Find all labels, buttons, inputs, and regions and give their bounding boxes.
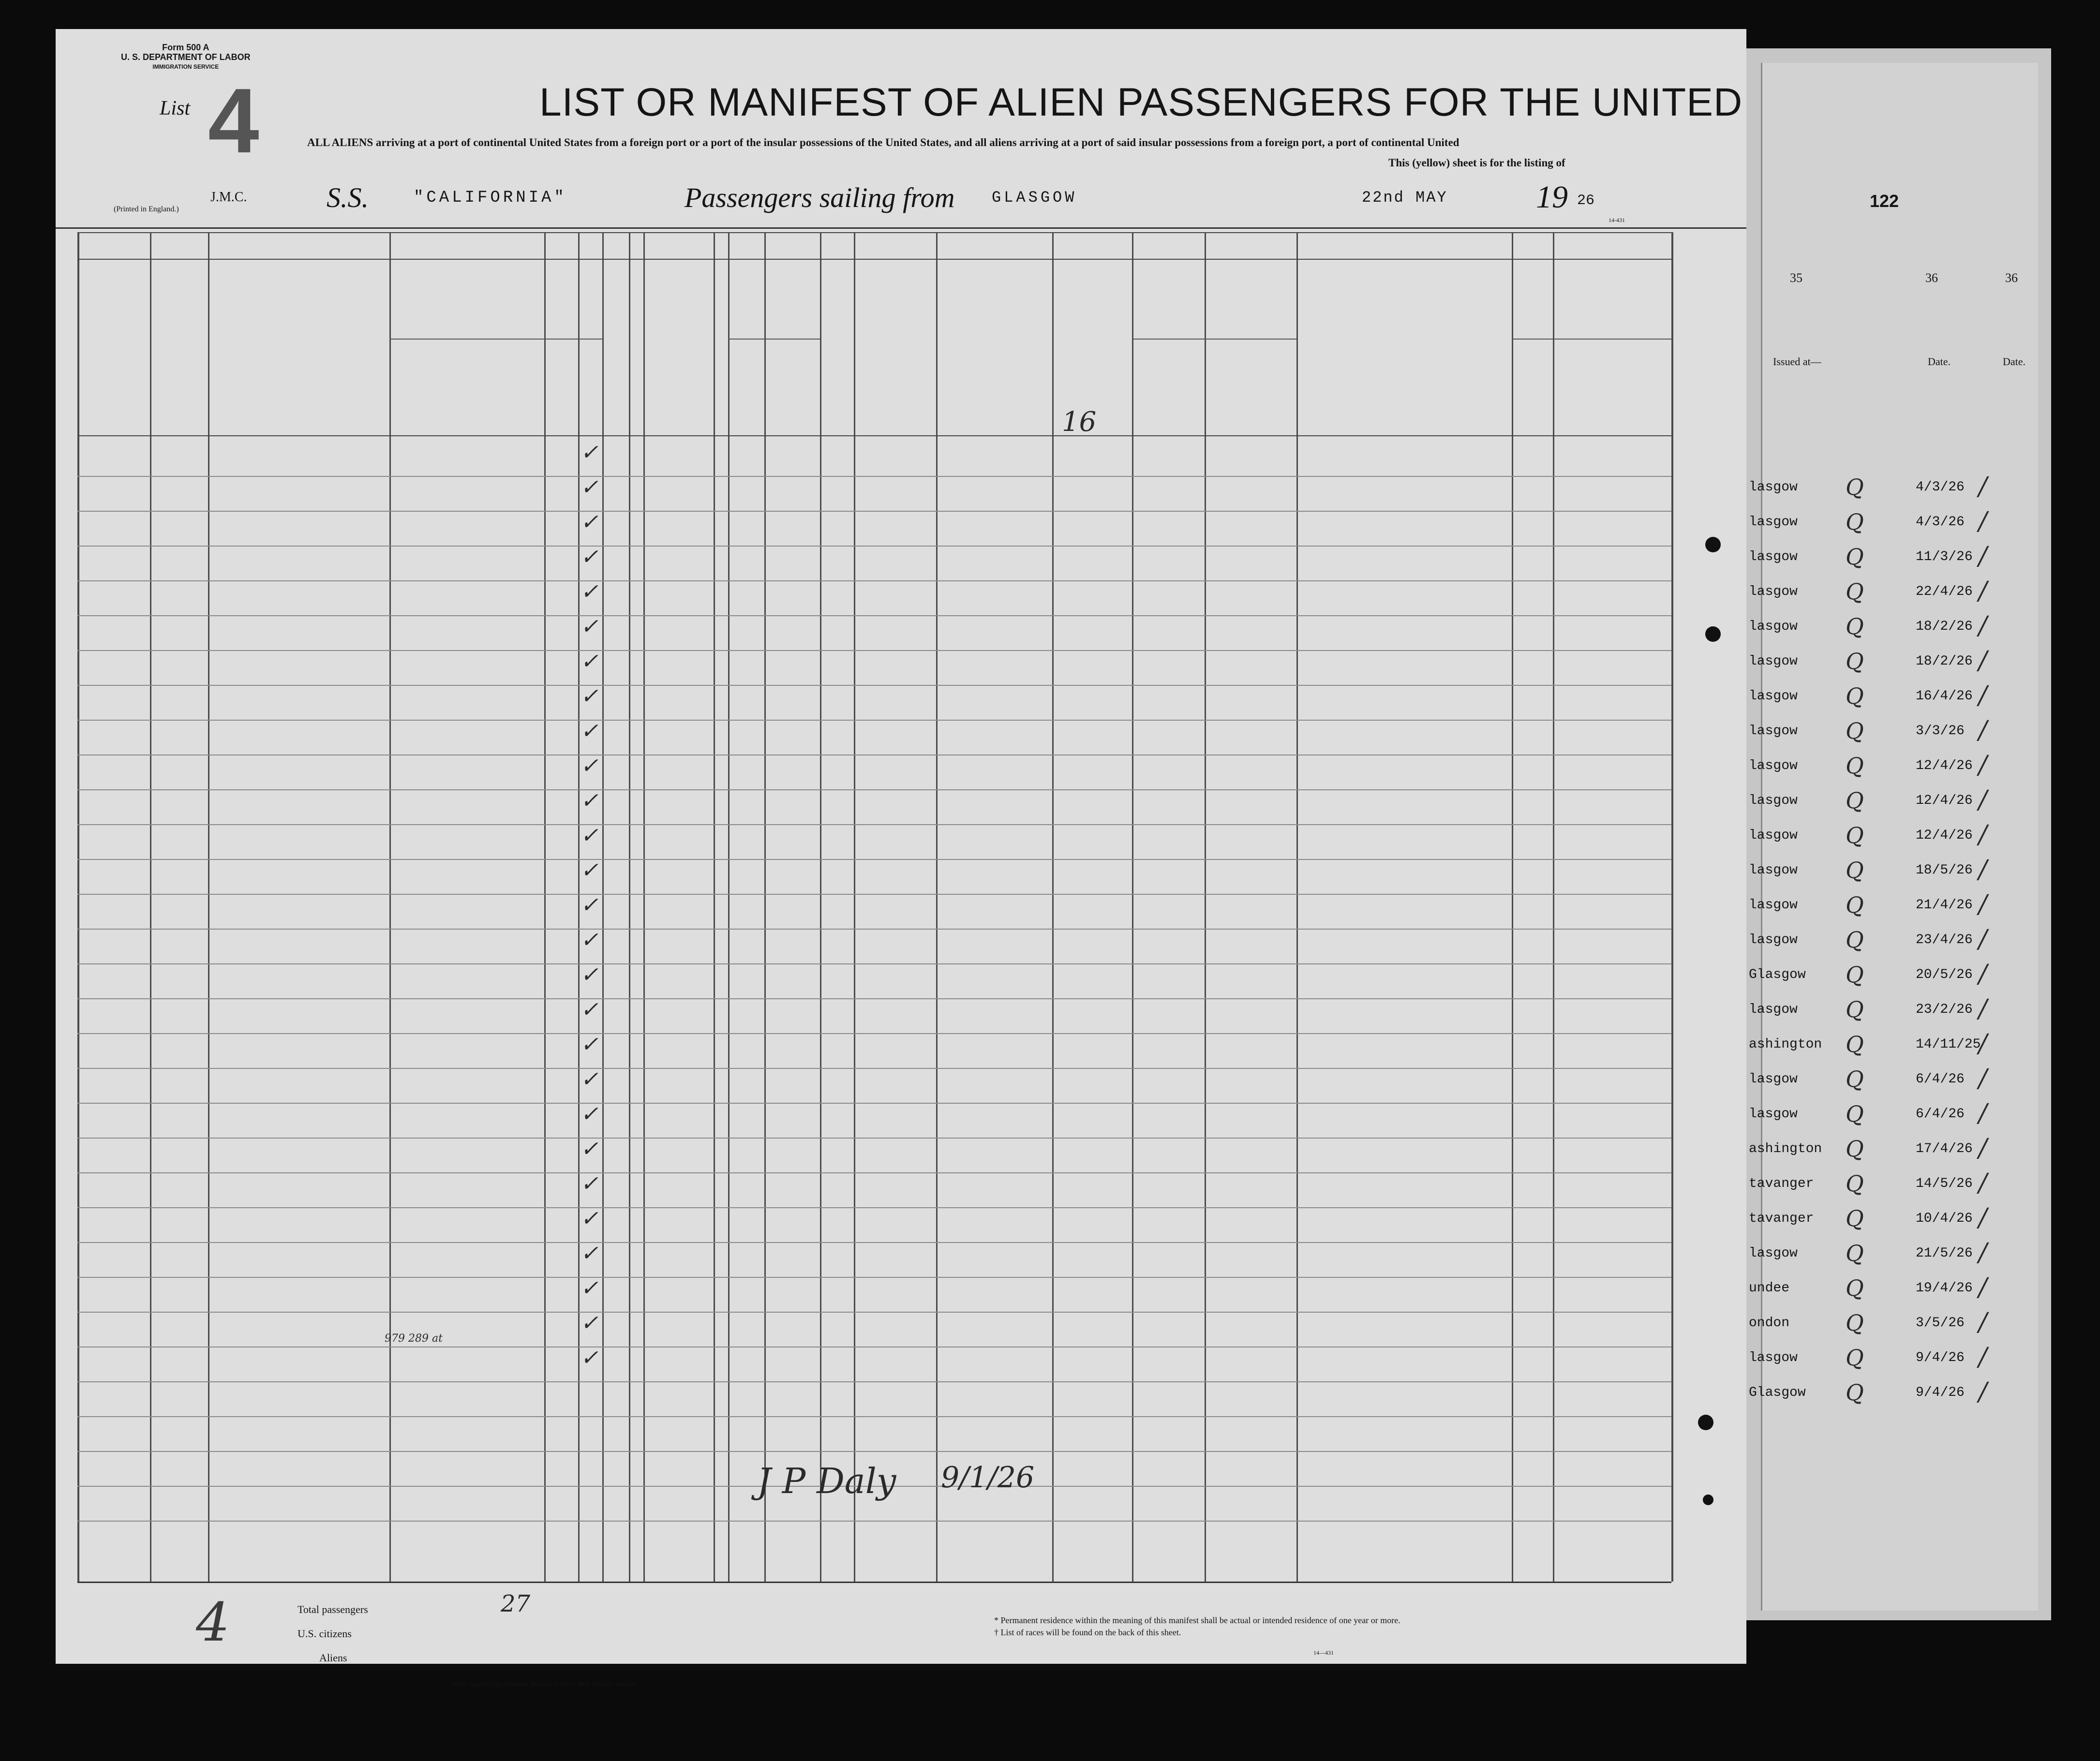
row-rule: [77, 963, 1671, 964]
handwritten-q-mark: Q: [1846, 927, 1864, 953]
handwritten-q-mark: Q: [1846, 996, 1864, 1022]
issued-date: 23/2/26: [1916, 1002, 1973, 1017]
issued-date: 17/4/26: [1916, 1141, 1973, 1156]
issued-at-place: lasgow: [1749, 689, 1798, 704]
row-rule: [77, 1138, 1671, 1139]
table-bottom-rule: [77, 1582, 1671, 1583]
check-mark-icon: ✓: [581, 475, 598, 500]
list-number: 4: [208, 70, 259, 172]
issued-date: 21/5/26: [1916, 1246, 1973, 1261]
handwritten-q-mark: Q: [1846, 1379, 1864, 1406]
slash-mark-icon: /: [1979, 507, 1987, 536]
check-mark-icon: ✓: [581, 858, 598, 883]
bottom-text: other organized government because of his or their official character.: [452, 1681, 639, 1688]
issued-at-place: Glasgow: [1749, 1385, 1806, 1400]
header-divider: [77, 435, 1671, 436]
issued-date: 4/3/26: [1916, 515, 1965, 530]
row-rule: [77, 1207, 1671, 1208]
column-divider: [1512, 232, 1513, 1582]
issued-at-place: undee: [1749, 1281, 1790, 1296]
ship-name: "CALIFORNIA": [414, 189, 567, 207]
issued-at-place: ondon: [1749, 1316, 1790, 1331]
issued-date: 18/2/26: [1916, 619, 1973, 634]
punch-hole: [1705, 626, 1721, 642]
form-info: [121, 43, 251, 72]
header-divider: [77, 259, 1671, 260]
slash-mark-icon: /: [1979, 820, 1987, 849]
slash-mark-icon: /: [1979, 925, 1987, 954]
column-divider: [714, 232, 715, 1582]
column-divider: [208, 232, 209, 1582]
form-code: 14-431: [1609, 217, 1625, 223]
row-rule: [77, 1068, 1671, 1069]
col-36-number: 36: [1925, 271, 1938, 285]
handwritten-q-mark: Q: [1846, 648, 1864, 674]
handwritten-q-mark: Q: [1846, 822, 1864, 848]
slash-mark-icon: /: [1979, 1273, 1987, 1302]
issued-date: 14/5/26: [1916, 1176, 1973, 1191]
printed-note: (Printed in England.): [114, 205, 179, 213]
slash-mark-icon: /: [1979, 751, 1987, 780]
issued-date: 12/4/26: [1916, 828, 1973, 843]
handwritten-q-mark: Q: [1846, 1101, 1864, 1127]
handwritten-q-mark: Q: [1846, 509, 1864, 535]
issued-at-place: lasgow: [1749, 758, 1798, 773]
handwritten-q-mark: Q: [1846, 613, 1864, 639]
subheader-divider: [1132, 339, 1296, 340]
check-mark-icon: ✓: [581, 1102, 598, 1126]
handwritten-date: 9/1/26: [941, 1461, 1035, 1495]
issued-date: 11/3/26: [1916, 549, 1973, 564]
year-suffix: 26: [1577, 192, 1595, 209]
handwritten-q-mark: Q: [1846, 1031, 1864, 1057]
port-name: GLASGOW: [992, 189, 1077, 207]
row-rule: [77, 1277, 1671, 1278]
header-rule: [56, 227, 1746, 229]
issued-date: 14/11/25: [1916, 1037, 1981, 1052]
ship-prefix: S.S.: [327, 182, 369, 213]
issued-at-place: tavanger: [1749, 1176, 1814, 1191]
total-passengers-value: 27: [501, 1590, 531, 1617]
slash-mark-icon: /: [1979, 1064, 1987, 1093]
manifest-subtitle-2: This (yellow) sheet is for the listing of: [1388, 157, 1565, 169]
total-passengers-label: Total passengers: [298, 1603, 368, 1615]
slash-mark-icon: /: [1979, 890, 1987, 919]
check-mark-icon: ✓: [581, 684, 598, 709]
issued-date: 4/3/26: [1916, 480, 1965, 495]
column-divider: [544, 232, 546, 1582]
issued-date: 6/4/26: [1916, 1107, 1965, 1122]
punch-hole: [1705, 537, 1721, 552]
issued-date: 19/4/26: [1916, 1281, 1973, 1296]
issued-at-place: lasgow: [1749, 1072, 1798, 1087]
header-divider: [77, 232, 1671, 233]
issued-at-place: ashington: [1749, 1037, 1822, 1052]
issued-date: 22/4/26: [1916, 584, 1973, 599]
slash-mark-icon: /: [1979, 716, 1987, 745]
issued-date: 12/4/26: [1916, 793, 1973, 808]
service: IMMIGRATION SERVICE: [152, 63, 219, 70]
handwritten-q-mark: Q: [1846, 1136, 1864, 1162]
check-mark-icon: ✓: [581, 962, 598, 987]
issued-at-place: lasgow: [1749, 1107, 1798, 1122]
issued-date: 20/5/26: [1916, 967, 1973, 982]
list-label: List: [160, 97, 191, 119]
row-rule: [77, 1521, 1671, 1522]
check-mark-icon: ✓: [581, 754, 598, 778]
check-mark-icon: ✓: [581, 1241, 598, 1266]
sailing-label: Passengers sailing from: [685, 182, 955, 213]
column-divider: [643, 232, 645, 1582]
column-divider: [854, 232, 855, 1582]
issued-at-place: tavanger: [1749, 1211, 1814, 1226]
row-rule: [77, 998, 1671, 999]
issued-at-place: lasgow: [1749, 1350, 1798, 1365]
date-header: Date.: [1928, 355, 1951, 368]
col-35-number: 35: [1790, 271, 1802, 285]
check-mark-icon: ✓: [581, 788, 598, 813]
handwritten-q-mark: Q: [1846, 683, 1864, 709]
col-36b-number: 36: [2005, 271, 2018, 285]
back-sheet-right: [1761, 63, 2038, 1611]
column-divider: [578, 232, 580, 1582]
check-mark-icon: ✓: [581, 1276, 598, 1301]
row-rule: [77, 1312, 1671, 1313]
column-divider: [1205, 232, 1206, 1582]
issued-at-place: lasgow: [1749, 619, 1798, 634]
column-divider: [820, 232, 821, 1582]
issued-date: 9/4/26: [1916, 1350, 1965, 1365]
issued-at-place: ashington: [1749, 1141, 1822, 1156]
handwritten-q-mark: Q: [1846, 1310, 1864, 1336]
row-rule: [77, 650, 1671, 651]
issued-at-place: Glasgow: [1749, 967, 1806, 982]
column-divider: [77, 232, 79, 1582]
check-mark-icon: ✓: [581, 928, 598, 952]
column-divider: [1671, 232, 1673, 1582]
slash-mark-icon: /: [1979, 681, 1987, 710]
slash-mark-icon: /: [1979, 785, 1987, 814]
row-rule: [77, 476, 1671, 477]
check-mark-icon: ✓: [581, 719, 598, 743]
issued-at-place: lasgow: [1749, 584, 1798, 599]
handwritten-q-mark: Q: [1846, 962, 1864, 988]
check-mark-icon: ✓: [581, 545, 598, 569]
row-rule: [77, 1103, 1671, 1104]
subheader-divider: [1512, 339, 1671, 340]
issued-date: 10/4/26: [1916, 1211, 1973, 1226]
row-rule: [77, 1451, 1671, 1452]
issued-at-place: lasgow: [1749, 654, 1798, 669]
column-divider: [1296, 232, 1298, 1582]
year-prefix: 19: [1536, 179, 1568, 215]
punch-hole: [1698, 1415, 1713, 1430]
slash-mark-icon: /: [1979, 472, 1987, 501]
row-rule: [77, 511, 1671, 512]
bottom-code: 14—431: [1313, 1649, 1334, 1656]
handwritten-sixteen: 16: [1062, 406, 1097, 438]
column-divider: [728, 232, 730, 1582]
footnote-races: † List of races will be found on the back of this sheet.: [994, 1628, 1181, 1637]
check-mark-icon: ✓: [581, 823, 598, 848]
form-number: Form 500 A: [162, 43, 209, 52]
subheader-divider: [728, 339, 820, 340]
handwritten-q-mark: Q: [1846, 1170, 1864, 1197]
slash-mark-icon: /: [1979, 1134, 1987, 1163]
subheader-divider: [544, 339, 602, 340]
date-header-2: Date.: [2003, 355, 2026, 368]
column-divider: [764, 232, 766, 1582]
issued-at-place: lasgow: [1749, 480, 1798, 495]
handwritten-q-mark: Q: [1846, 787, 1864, 814]
issued-at-place: lasgow: [1749, 515, 1798, 530]
handwritten-q-mark: Q: [1846, 544, 1864, 570]
check-mark-icon: ✓: [581, 510, 598, 534]
issued-at-place: lasgow: [1749, 793, 1798, 808]
issued-date: 3/5/26: [1916, 1316, 1965, 1331]
page-number: 122: [1870, 191, 1899, 211]
slash-mark-icon: /: [1979, 855, 1987, 884]
check-mark-icon: ✓: [581, 1171, 598, 1196]
slash-mark-icon: /: [1979, 1343, 1987, 1372]
issued-date: 3/3/26: [1916, 724, 1965, 739]
handwritten-q-mark: Q: [1846, 1205, 1864, 1231]
slash-mark-icon: /: [1979, 1308, 1987, 1337]
check-mark-icon: ✓: [581, 614, 598, 639]
check-mark-icon: ✓: [581, 1137, 598, 1161]
issued-at-place: lasgow: [1749, 724, 1798, 739]
column-divider: [150, 232, 151, 1582]
column-divider: [936, 232, 938, 1582]
issued-at-place: lasgow: [1749, 863, 1798, 878]
initials: J.M.C.: [210, 190, 247, 205]
issued-at-place: lasgow: [1749, 1002, 1798, 1017]
aliens-label: Aliens: [319, 1652, 347, 1664]
row-rule: [77, 720, 1671, 721]
subheader-divider: [389, 339, 544, 340]
sailing-date: 22nd MAY: [1362, 189, 1448, 207]
issued-date: 9/4/26: [1916, 1385, 1965, 1400]
issued-date: 6/4/26: [1916, 1072, 1965, 1087]
handwritten-q-mark: Q: [1846, 578, 1864, 605]
row-rule: [77, 859, 1671, 860]
department: U. S. DEPARTMENT OF LABOR: [121, 52, 251, 62]
column-divider: [389, 232, 391, 1582]
handwritten-q-mark: Q: [1846, 1345, 1864, 1371]
row-rule: [77, 789, 1671, 790]
row-rule: [77, 1416, 1671, 1417]
slash-mark-icon: /: [1979, 1099, 1987, 1128]
check-mark-icon: ✓: [581, 1032, 598, 1057]
column-divider: [1132, 232, 1133, 1582]
slash-mark-icon: /: [1979, 1203, 1987, 1232]
slash-mark-icon: /: [1979, 1377, 1987, 1406]
manifest-subtitle: ALL ALIENS arriving at a port of continental United States from a foreign port or a port of the insular possessions of the United States, and all aliens arriving at a port of said insular possessions from a foreign port, a port of continental United: [307, 136, 1460, 148]
issued-at-place: lasgow: [1749, 828, 1798, 843]
handwritten-q-mark: Q: [1846, 718, 1864, 744]
manifest-title: LIST OR MANIFEST OF ALIEN PASSENGERS FOR THE UNITED: [539, 80, 1743, 124]
check-mark-icon: ✓: [581, 1206, 598, 1231]
handwritten-q-mark: Q: [1846, 1240, 1864, 1266]
handwritten-list-mark: 4: [196, 1591, 230, 1653]
handwritten-q-mark: Q: [1846, 1066, 1864, 1092]
footnote-residence: * Permanent residence within the meaning of this manifest shall be actual or intended residence of one year or more.: [994, 1615, 1400, 1625]
issued-at-place: lasgow: [1749, 898, 1798, 913]
row-rule: [77, 580, 1671, 581]
punch-hole: [1703, 1495, 1713, 1505]
row-rule: [77, 1242, 1671, 1243]
check-mark-icon: ✓: [581, 579, 598, 604]
row-rule: [77, 685, 1671, 686]
row-rule: [77, 929, 1671, 930]
row-rule: [77, 546, 1671, 547]
check-mark-icon: ✓: [581, 440, 598, 465]
check-mark-icon: ✓: [581, 1346, 598, 1370]
column-divider: [1052, 232, 1054, 1582]
handwritten-q-mark: Q: [1846, 857, 1864, 883]
handwritten-signature: J P Daly: [757, 1461, 896, 1501]
slash-mark-icon: /: [1979, 542, 1987, 571]
handwritten-q-mark: Q: [1846, 474, 1864, 500]
check-mark-icon: ✓: [581, 1067, 598, 1092]
check-mark-icon: ✓: [581, 649, 598, 674]
row-rule: [77, 615, 1671, 616]
handwritten-q-mark: Q: [1846, 1275, 1864, 1301]
us-citizens-label: U.S. citizens: [298, 1628, 352, 1640]
issued-at-place: lasgow: [1749, 549, 1798, 564]
column-divider: [602, 232, 604, 1582]
row-rule: [77, 824, 1671, 825]
issued-date: 21/4/26: [1916, 898, 1973, 913]
row-rule: [77, 894, 1671, 895]
slash-mark-icon: /: [1979, 1169, 1987, 1198]
slash-mark-icon: /: [1979, 646, 1987, 675]
issued-date: 16/4/26: [1916, 689, 1973, 704]
handwritten-q-mark: Q: [1846, 892, 1864, 918]
column-divider: [629, 232, 630, 1582]
slash-mark-icon: /: [1979, 577, 1987, 606]
issued-date: 12/4/26: [1916, 758, 1973, 773]
manifest-sheet: [56, 29, 1746, 1688]
row-rule: [77, 1172, 1671, 1173]
slash-mark-icon: /: [1979, 611, 1987, 640]
slash-mark-icon: /: [1979, 994, 1987, 1023]
check-mark-icon: ✓: [581, 997, 598, 1022]
check-mark-icon: ✓: [581, 1311, 598, 1335]
check-mark-icon: ✓: [581, 893, 598, 917]
column-divider: [1553, 232, 1554, 1582]
issued-at-place: lasgow: [1749, 932, 1798, 947]
issued-date: 18/2/26: [1916, 654, 1973, 669]
issued-date: 18/5/26: [1916, 863, 1973, 878]
issued-date: 23/4/26: [1916, 932, 1973, 947]
row-rule: [77, 1033, 1671, 1034]
slash-mark-icon: /: [1979, 1238, 1987, 1267]
slash-mark-icon: /: [1979, 960, 1987, 989]
handwritten-q-mark: Q: [1846, 753, 1864, 779]
issued-at-place: lasgow: [1749, 1246, 1798, 1261]
row-rule: [77, 1381, 1671, 1382]
issued-at-header: Issued at—: [1773, 355, 1821, 368]
handwritten-gregory-note: 979 289 at: [385, 1332, 443, 1345]
slash-mark-icon: /: [1979, 1029, 1987, 1058]
